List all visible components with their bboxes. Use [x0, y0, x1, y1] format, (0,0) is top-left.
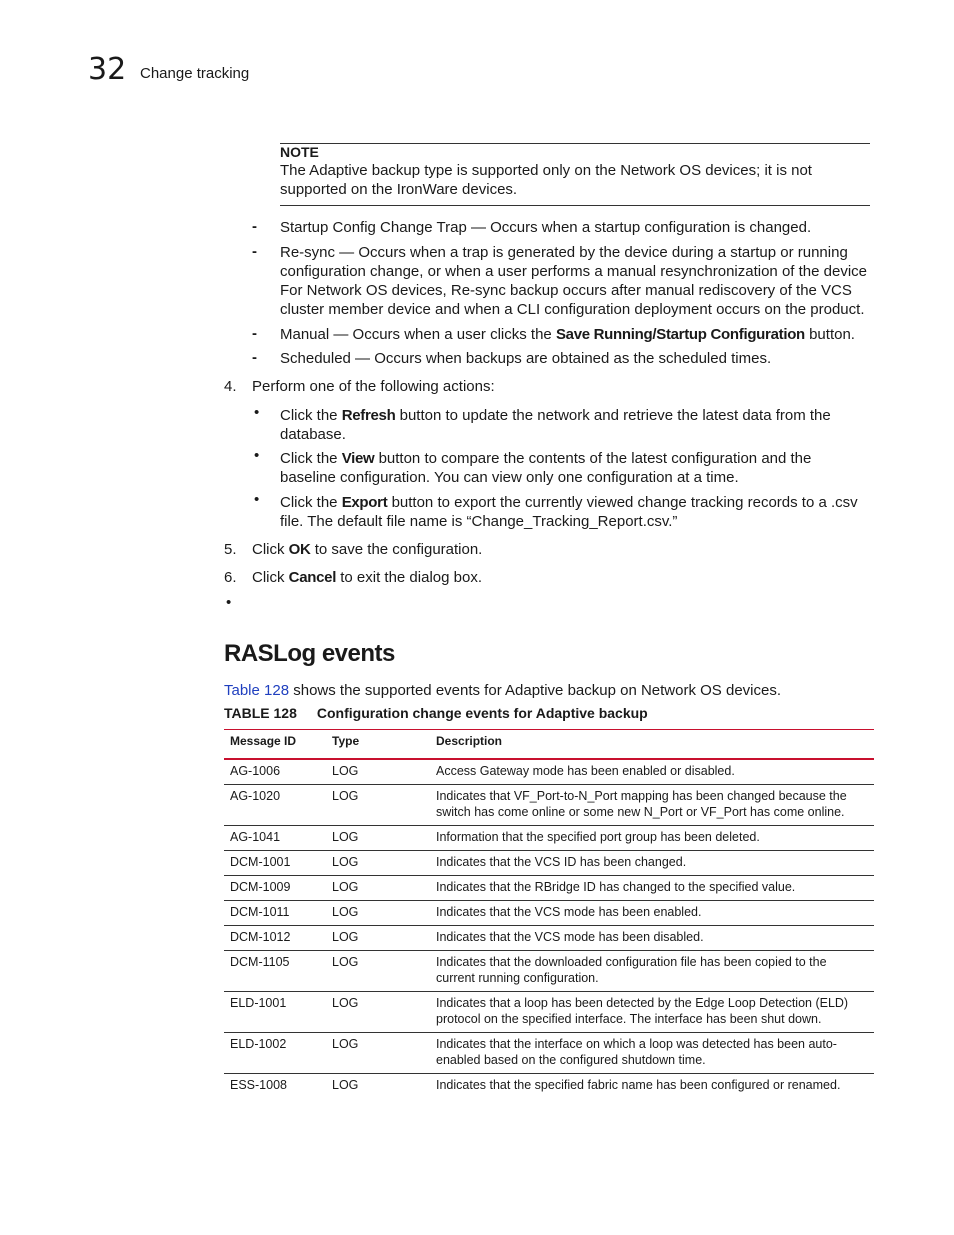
description-cell: Indicates that VF_Port-to-N_Port mapping has been changed because the switch has come online or some new N_Port or VF_Port has come online. [436, 789, 847, 819]
list-item-scheduled: Scheduled — Occurs when backups are obtained as the scheduled times. [280, 350, 772, 367]
description-cell: Indicates that the VCS mode has been enabled. [436, 905, 702, 919]
message-id-cell: AG-1041 [230, 830, 281, 844]
note-text: The Adaptive backup type is supported only on the Network OS devices; it is not supported on the IronWare devices. [280, 162, 812, 198]
table-header-row [224, 730, 874, 760]
type-cell: LOG [332, 955, 359, 969]
message-id-cell: ELD-1001 [230, 996, 287, 1010]
message-id-cell: AG-1006 [230, 764, 281, 778]
type-cell: LOG [332, 855, 359, 869]
dash-marker: - [252, 218, 257, 235]
events-table [224, 729, 874, 1098]
message-id-cell: DCM-1011 [230, 905, 290, 919]
note-label: NOTE [280, 144, 319, 160]
table-row [224, 826, 874, 851]
type-cell: LOG [332, 764, 359, 778]
table-row [224, 992, 874, 1033]
section-heading: RASLog events [224, 640, 395, 667]
message-id-cell: DCM-1009 [230, 880, 291, 894]
bullet-refresh: Click the Refresh button to update the network and retrieve the latest data from the database. [280, 407, 831, 443]
chapter-title: Change tracking [140, 65, 250, 82]
type-cell: LOG [332, 789, 359, 803]
bullet-export: Click the Export button to export the currently viewed change tracking records to a .csv file. The default file name is “Change_Tracking_Report.csv.” [280, 494, 858, 530]
step-5-text: Click OK to save the configuration. [252, 541, 483, 558]
table-row [224, 1033, 874, 1074]
note-top-rule [280, 143, 870, 144]
type-cell: LOG [332, 1078, 359, 1092]
caption-title: Configuration change events for Adaptive backup [316, 705, 648, 721]
dash-marker: - [252, 349, 257, 366]
description-cell: Access Gateway mode has been enabled or disabled. [436, 764, 735, 778]
section-intro: Table 128 shows the supported events for Adaptive backup on Network OS devices. [224, 682, 782, 699]
column-header-message-id: Message ID [230, 734, 297, 748]
bullet-icon: • [254, 447, 260, 464]
message-id-cell: DCM-1105 [230, 955, 290, 969]
message-id-cell: DCM-1012 [230, 930, 291, 944]
table-128-link[interactable]: Table 128 [224, 682, 290, 699]
description-cell: Information that the specified port group has been deleted. [436, 830, 760, 844]
type-cell: LOG [332, 996, 359, 1010]
step-6-text: Click Cancel to exit the dialog box. [252, 569, 482, 586]
type-cell: LOG [332, 880, 359, 894]
table-row [224, 785, 874, 826]
note-bottom-rule [280, 205, 870, 206]
description-cell: Indicates that the interface on which a loop was detected has been auto-enabled based on the configured shutdown time. [436, 1037, 837, 1067]
type-cell: LOG [332, 905, 359, 919]
message-id-cell: DCM-1001 [230, 855, 291, 869]
type-cell: LOG [332, 930, 359, 944]
type-cell: LOG [332, 1037, 359, 1051]
table-caption [224, 705, 648, 721]
list-item-manual: Manual — Occurs when a user clicks the Save Running/Startup Configuration button. [280, 326, 855, 343]
description-cell: Indicates that the VCS ID has been changed. [436, 855, 687, 869]
table-row [224, 876, 874, 901]
table-row [224, 951, 874, 992]
step-number: 6. [224, 569, 237, 586]
description-cell: Indicates that the VCS mode has been disabled. [436, 930, 704, 944]
dash-marker: - [252, 325, 257, 342]
bullet-icon: • [254, 404, 260, 421]
table-row [224, 759, 874, 785]
message-id-cell: ELD-1002 [230, 1037, 287, 1051]
table-row [224, 926, 874, 951]
description-cell: Indicates that a loop has been detected by the Edge Loop Detection (ELD) protocol on the specified interface. The interface has been shut down. [436, 996, 849, 1026]
bullet-view: Click the View button to compare the contents of the latest configuration and the baseline configuration. You can view only one configuration at a time. [280, 450, 812, 486]
description-cell: Indicates that the specified fabric name has been configured or renamed. [436, 1078, 841, 1092]
table-row [224, 901, 874, 926]
caption-label: TABLE 128 [224, 705, 297, 721]
message-id-cell: AG-1020 [230, 789, 281, 803]
bullet-icon: • [254, 491, 260, 508]
step-4-text: Perform one of the following actions: [252, 378, 495, 395]
column-header-description: Description [436, 734, 503, 748]
table-row [224, 851, 874, 876]
step-number: 5. [224, 541, 237, 558]
message-id-cell: ESS-1008 [230, 1078, 287, 1092]
description-cell: Indicates that the RBridge ID has changed to the specified value. [436, 880, 796, 894]
description-cell: Indicates that the downloaded configuration file has been copied to the current running configuration. [436, 955, 827, 985]
chapter-number: 32 [88, 52, 127, 87]
bullet-icon: • [226, 594, 232, 611]
column-header-type: Type [332, 734, 360, 748]
list-item-startup-trap: Startup Config Change Trap — Occurs when a startup configuration is changed. [280, 219, 812, 236]
type-cell: LOG [332, 830, 359, 844]
dash-marker: - [252, 243, 257, 260]
table-row [224, 1074, 874, 1099]
step-number: 4. [224, 378, 237, 395]
list-item-resync: Re-sync — Occurs when a trap is generated by the device during a startup or running configuration change, or when a user performs a manual resynchronization of the device For Network OS devices, Re-sync backup occurs after manual rediscovery of the VCS cluster member device and when a CLI configuration deployment occurs on the product. [280, 244, 867, 318]
